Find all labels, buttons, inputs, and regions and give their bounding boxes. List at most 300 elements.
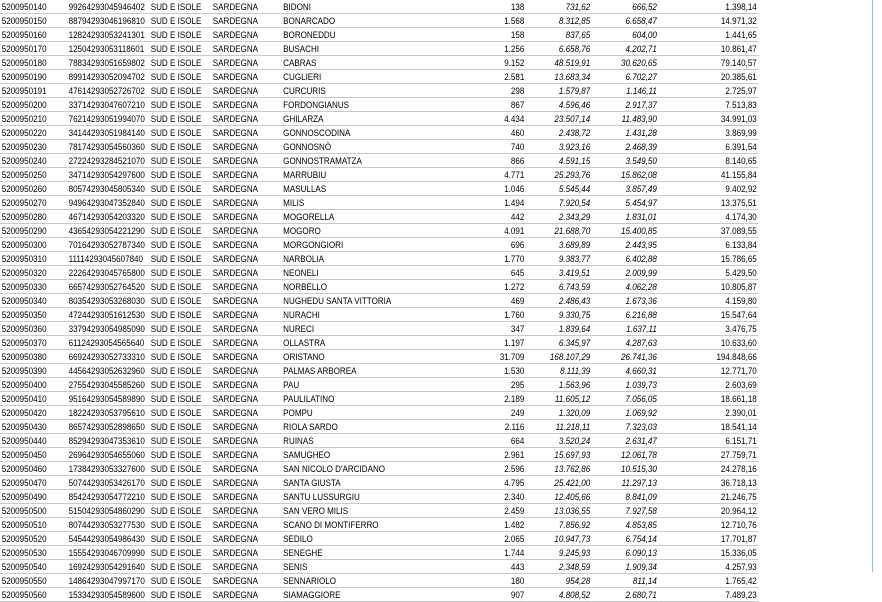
cell-total: 4.174,30 (659, 210, 759, 224)
cell-population: 1.744 (464, 546, 526, 560)
cell-code: 5200950140 (0, 0, 67, 14)
cell-total: 3.476,75 (659, 322, 759, 336)
cell-region: SARDEGNA (211, 266, 281, 280)
cell-value-b: 811,14 (592, 574, 659, 588)
cell-id: 15554293046709990 (67, 546, 149, 560)
cell-population: 347 (464, 322, 526, 336)
cell-value-a: 4.596,46 (526, 98, 592, 112)
cell-code: 5200950300 (0, 238, 67, 252)
cell-population: 180 (464, 574, 526, 588)
cell-town: SEDILO (281, 532, 464, 546)
cell-area: SUD E ISOLE (149, 224, 211, 238)
cell-population: 31.709 (464, 350, 526, 364)
cell-area: SUD E ISOLE (149, 476, 211, 490)
cell-id: 54544293054986430 (67, 532, 149, 546)
cell-region: SARDEGNA (211, 322, 281, 336)
cell-value-b: 7.056,05 (592, 392, 659, 406)
cell-total: 3.869,99 (659, 126, 759, 140)
cell-code: 5200950390 (0, 364, 67, 378)
cell-value-b: 1.831,01 (592, 210, 659, 224)
cell-value-a: 9.383,77 (526, 252, 592, 266)
cell-value-b: 26.741,36 (592, 350, 659, 364)
cell-value-b: 15.400,85 (592, 224, 659, 238)
cell-town: NURACHI (281, 308, 464, 322)
cell-population: 469 (464, 294, 526, 308)
cell-population: 4.795 (464, 476, 526, 490)
cell-area: SUD E ISOLE (149, 154, 211, 168)
cell-id: 85424293054772210 (67, 490, 149, 504)
cell-population: 2.596 (464, 462, 526, 476)
cell-population: 1.197 (464, 336, 526, 350)
cell-area: SUD E ISOLE (149, 84, 211, 98)
cell-code: 5200950460 (0, 462, 67, 476)
cell-area: SUD E ISOLE (149, 350, 211, 364)
cell-region: SARDEGNA (211, 476, 281, 490)
cell-town: BONARCADO (281, 14, 464, 28)
cell-population: 1.272 (464, 280, 526, 294)
table-row (0, 462, 759, 476)
cell-value-a: 6.345,97 (526, 336, 592, 350)
cell-id: 12504293053118601 (67, 42, 149, 56)
cell-region: SARDEGNA (211, 546, 281, 560)
cell-region: SARDEGNA (211, 252, 281, 266)
cell-total: 10.861,47 (659, 42, 759, 56)
cell-value-b: 8.841,09 (592, 490, 659, 504)
cell-area: SUD E ISOLE (149, 168, 211, 182)
table-row (0, 392, 759, 406)
cell-population: 4.434 (464, 112, 526, 126)
cell-town: FORDONGIANUS (281, 98, 464, 112)
cell-id: 34714293054297600 (67, 168, 149, 182)
cell-value-a: 2.438,72 (526, 126, 592, 140)
cell-id: 66924293052733310 (67, 350, 149, 364)
cell-region: SARDEGNA (211, 490, 281, 504)
cell-region: SARDEGNA (211, 98, 281, 112)
cell-total: 8.140,65 (659, 154, 759, 168)
cell-total: 7.513,83 (659, 98, 759, 112)
table-row (0, 434, 759, 448)
table-row (0, 210, 759, 224)
cell-value-a: 11.218,11 (526, 420, 592, 434)
cell-region: SARDEGNA (211, 140, 281, 154)
cell-value-b: 11.483,90 (592, 112, 659, 126)
cell-total: 12.771,70 (659, 364, 759, 378)
cell-area: SUD E ISOLE (149, 98, 211, 112)
cell-id: 12824293053241301 (67, 28, 149, 42)
cell-area: SUD E ISOLE (149, 210, 211, 224)
cell-area: SUD E ISOLE (149, 56, 211, 70)
cell-value-b: 7.927,58 (592, 504, 659, 518)
cell-id: 14864293047997170 (67, 574, 149, 588)
cell-code: 5200950350 (0, 308, 67, 322)
cell-area: SUD E ISOLE (149, 378, 211, 392)
cell-town: NURECI (281, 322, 464, 336)
cell-population: 9.152 (464, 56, 526, 70)
cell-code: 5200950190 (0, 70, 67, 84)
cell-code: 5200950430 (0, 420, 67, 434)
cell-id: 22264293045765800 (67, 266, 149, 280)
cell-region: SARDEGNA (211, 56, 281, 70)
cell-code: 5200950560 (0, 588, 67, 602)
cell-code: 5200950370 (0, 336, 67, 350)
cell-region: SARDEGNA (211, 308, 281, 322)
cell-code: 5200950550 (0, 574, 67, 588)
cell-id: 47244293051612530 (67, 308, 149, 322)
cell-total: 9.402,92 (659, 182, 759, 196)
cell-area: SUD E ISOLE (149, 28, 211, 42)
cell-region: SARDEGNA (211, 84, 281, 98)
cell-value-b: 2.917,37 (592, 98, 659, 112)
cell-value-a: 3.923,16 (526, 140, 592, 154)
cell-population: 158 (464, 28, 526, 42)
cell-total: 10.633,60 (659, 336, 759, 350)
cell-town: RUINAS (281, 434, 464, 448)
cell-total: 41.155,84 (659, 168, 759, 182)
cell-region: SARDEGNA (211, 0, 281, 14)
cell-population: 2.961 (464, 448, 526, 462)
cell-region: SARDEGNA (211, 336, 281, 350)
cell-value-a: 2.343,29 (526, 210, 592, 224)
cell-value-b: 2.009,99 (592, 266, 659, 280)
cell-value-b: 666,52 (592, 0, 659, 14)
cell-total: 27.759,71 (659, 448, 759, 462)
cell-population: 740 (464, 140, 526, 154)
cell-code: 5200950470 (0, 476, 67, 490)
cell-area: SUD E ISOLE (149, 308, 211, 322)
cell-value-b: 2.443,95 (592, 238, 659, 252)
cell-population: 645 (464, 266, 526, 280)
cell-id: 27224293284521070 (67, 154, 149, 168)
cell-value-a: 1.320,09 (526, 406, 592, 420)
cell-region: SARDEGNA (211, 434, 281, 448)
cell-population: 1.256 (464, 42, 526, 56)
cell-region: SARDEGNA (211, 196, 281, 210)
cell-code: 5200950210 (0, 112, 67, 126)
cell-value-a: 7.856,92 (526, 518, 592, 532)
cell-town: ORISTANO (281, 350, 464, 364)
cell-area: SUD E ISOLE (149, 294, 211, 308)
table-row (0, 294, 759, 308)
cell-value-b: 1.673,36 (592, 294, 659, 308)
cell-id: 88794293046196810 (67, 14, 149, 28)
cell-population: 2.581 (464, 70, 526, 84)
cell-code: 5200950290 (0, 224, 67, 238)
cell-code: 5200950450 (0, 448, 67, 462)
cell-area: SUD E ISOLE (149, 462, 211, 476)
cell-population: 866 (464, 154, 526, 168)
table-row (0, 238, 759, 252)
cell-value-a: 2.348,59 (526, 560, 592, 574)
cell-region: SARDEGNA (211, 378, 281, 392)
cell-area: SUD E ISOLE (149, 336, 211, 350)
cell-value-b: 2.680,71 (592, 588, 659, 602)
cell-region: SARDEGNA (211, 238, 281, 252)
table-row (0, 252, 759, 266)
cell-town: SAN NICOLO D'ARCIDANO (281, 462, 464, 476)
cell-population: 442 (464, 210, 526, 224)
cell-population: 1.530 (464, 364, 526, 378)
cell-population: 664 (464, 434, 526, 448)
table-row (0, 42, 759, 56)
cell-value-a: 1.579,87 (526, 84, 592, 98)
cell-town: NARBOLIA (281, 252, 464, 266)
table-row (0, 588, 759, 602)
cell-value-a: 8.111,39 (526, 364, 592, 378)
cell-id: 18224293053795610 (67, 406, 149, 420)
cell-town: MASULLAS (281, 182, 464, 196)
table-row (0, 112, 759, 126)
cell-value-a: 25.293,76 (526, 168, 592, 182)
cell-value-a: 168.107,29 (526, 350, 592, 364)
cell-region: SARDEGNA (211, 574, 281, 588)
cell-town: NORBELLO (281, 280, 464, 294)
cell-total: 18.661,18 (659, 392, 759, 406)
cell-area: SUD E ISOLE (149, 182, 211, 196)
cell-value-b: 4.660,31 (592, 364, 659, 378)
cell-region: SARDEGNA (211, 126, 281, 140)
table-row (0, 518, 759, 532)
cell-population: 1.482 (464, 518, 526, 532)
cell-total: 17.701,87 (659, 532, 759, 546)
cell-value-a: 25.421,00 (526, 476, 592, 490)
table-row (0, 378, 759, 392)
cell-value-a: 11.605,12 (526, 392, 592, 406)
cell-area: SUD E ISOLE (149, 238, 211, 252)
cell-value-a: 13.762,86 (526, 462, 592, 476)
cell-region: SARDEGNA (211, 294, 281, 308)
cell-total: 20.964,12 (659, 504, 759, 518)
cell-region: SARDEGNA (211, 112, 281, 126)
cell-id: 47614293052726702 (67, 84, 149, 98)
cell-region: SARDEGNA (211, 70, 281, 84)
cell-id: 44564293052632960 (67, 364, 149, 378)
cell-town: MILIS (281, 196, 464, 210)
table-row (0, 406, 759, 420)
cell-population: 2.340 (464, 490, 526, 504)
cell-area: SUD E ISOLE (149, 504, 211, 518)
cell-code: 5200950220 (0, 126, 67, 140)
cell-town: GONNOSTRAMATZA (281, 154, 464, 168)
cell-id: 89914293052094702 (67, 70, 149, 84)
cell-total: 10.805,87 (659, 280, 759, 294)
cell-code: 5200950400 (0, 378, 67, 392)
cell-code: 5200950170 (0, 42, 67, 56)
cell-value-b: 10.515,30 (592, 462, 659, 476)
cell-value-b: 1.909,34 (592, 560, 659, 574)
cell-code: 5200950420 (0, 406, 67, 420)
cell-value-b: 6.216,88 (592, 308, 659, 322)
cell-region: SARDEGNA (211, 588, 281, 602)
cell-code: 5200950540 (0, 560, 67, 574)
cell-value-a: 8.312,85 (526, 14, 592, 28)
cell-total: 37.089,55 (659, 224, 759, 238)
cell-region: SARDEGNA (211, 406, 281, 420)
cell-total: 6.133,84 (659, 238, 759, 252)
table-row (0, 308, 759, 322)
cell-region: SARDEGNA (211, 210, 281, 224)
cell-value-b: 3.549,50 (592, 154, 659, 168)
cell-area: SUD E ISOLE (149, 322, 211, 336)
cell-value-a: 3.520,24 (526, 434, 592, 448)
cell-id: 70164293052787340 (67, 238, 149, 252)
cell-value-a: 12.405,66 (526, 490, 592, 504)
cell-id: 50744293053426170 (67, 476, 149, 490)
cell-population: 1.494 (464, 196, 526, 210)
cell-area: SUD E ISOLE (149, 42, 211, 56)
cell-town: PAULILATINO (281, 392, 464, 406)
cell-area: SUD E ISOLE (149, 518, 211, 532)
cell-town: SIAMAGGIORE (281, 588, 464, 602)
cell-value-b: 30.620,65 (592, 56, 659, 70)
cell-value-a: 4.591,15 (526, 154, 592, 168)
cell-total: 1.398,14 (659, 0, 759, 14)
cell-total: 13.375,51 (659, 196, 759, 210)
cell-town: BUSACHI (281, 42, 464, 56)
cell-value-b: 4.287,63 (592, 336, 659, 350)
cell-total: 20.385,61 (659, 70, 759, 84)
cell-town: CURCURIS (281, 84, 464, 98)
cell-area: SUD E ISOLE (149, 406, 211, 420)
cell-value-a: 5.545,44 (526, 182, 592, 196)
cell-town: SCANO DI MONTIFERRO (281, 518, 464, 532)
cell-total: 1.441,65 (659, 28, 759, 42)
cell-code: 5200950520 (0, 532, 67, 546)
cell-town: SANTA GIUSTA (281, 476, 464, 490)
cell-id: 17384293053327600 (67, 462, 149, 476)
cell-id: 85294293047353610 (67, 434, 149, 448)
cell-value-b: 1.431,28 (592, 126, 659, 140)
cell-value-b: 604,00 (592, 28, 659, 42)
table-row (0, 84, 759, 98)
cell-town: GONNOSNÒ (281, 140, 464, 154)
cell-town: GHILARZA (281, 112, 464, 126)
table-row (0, 448, 759, 462)
cell-id: 26964293054655060 (67, 448, 149, 462)
table-row (0, 476, 759, 490)
cell-town: MARRUBIU (281, 168, 464, 182)
cell-population: 295 (464, 378, 526, 392)
cell-id: 27554293045585260 (67, 378, 149, 392)
cell-population: 1.770 (464, 252, 526, 266)
cell-town: CABRAS (281, 56, 464, 70)
cell-population: 443 (464, 560, 526, 574)
cell-id: 80744293053277530 (67, 518, 149, 532)
cell-area: SUD E ISOLE (149, 252, 211, 266)
cell-region: SARDEGNA (211, 14, 281, 28)
cell-code: 5200950150 (0, 14, 67, 28)
cell-population: 907 (464, 588, 526, 602)
cell-total: 4.159,80 (659, 294, 759, 308)
cell-population: 1.568 (464, 14, 526, 28)
cell-total: 6.151,71 (659, 434, 759, 448)
cell-value-a: 954,28 (526, 574, 592, 588)
cell-area: SUD E ISOLE (149, 532, 211, 546)
cell-town: SANTU LUSSURGIU (281, 490, 464, 504)
cell-value-a: 731,62 (526, 0, 592, 14)
cell-value-b: 6.090,13 (592, 546, 659, 560)
cell-area: SUD E ISOLE (149, 546, 211, 560)
cell-region: SARDEGNA (211, 154, 281, 168)
table-row (0, 574, 759, 588)
cell-code: 5200950440 (0, 434, 67, 448)
cell-id: 15334293054589600 (67, 588, 149, 602)
cell-value-a: 21.688,70 (526, 224, 592, 238)
cell-value-b: 15.862,08 (592, 168, 659, 182)
cell-area: SUD E ISOLE (149, 392, 211, 406)
cell-value-a: 13.036,55 (526, 504, 592, 518)
cell-value-a: 1.839,64 (526, 322, 592, 336)
cell-total: 34.991,03 (659, 112, 759, 126)
table-row (0, 196, 759, 210)
cell-id: 61124293054565640 (67, 336, 149, 350)
cell-code: 5200950160 (0, 28, 67, 42)
cell-population: 1.760 (464, 308, 526, 322)
cell-value-b: 3.857,49 (592, 182, 659, 196)
cell-population: 867 (464, 98, 526, 112)
table-row (0, 280, 759, 294)
cell-total: 194.848,66 (659, 350, 759, 364)
cell-code: 5200950510 (0, 518, 67, 532)
cell-area: SUD E ISOLE (149, 448, 211, 462)
cell-population: 249 (464, 406, 526, 420)
cell-id: 66574293052764520 (67, 280, 149, 294)
cell-area: SUD E ISOLE (149, 266, 211, 280)
table-row (0, 490, 759, 504)
cell-id: 94964293047352840 (67, 196, 149, 210)
cell-population: 4.771 (464, 168, 526, 182)
cell-town: GONNOSCODINA (281, 126, 464, 140)
cell-population: 298 (464, 84, 526, 98)
cell-value-b: 1.146,11 (592, 84, 659, 98)
cell-town: MOGORELLA (281, 210, 464, 224)
cell-code: 5200950180 (0, 56, 67, 70)
cell-town: BIDONI (281, 0, 464, 14)
cell-population: 138 (464, 0, 526, 14)
cell-total: 14.971,32 (659, 14, 759, 28)
cell-region: SARDEGNA (211, 224, 281, 238)
cell-total: 5.429,50 (659, 266, 759, 280)
cell-code: 5200950250 (0, 168, 67, 182)
cell-value-b: 12.061,78 (592, 448, 659, 462)
cell-region: SARDEGNA (211, 560, 281, 574)
cell-region: SARDEGNA (211, 518, 281, 532)
cell-total: 24.278,16 (659, 462, 759, 476)
table-row (0, 420, 759, 434)
table-row (0, 336, 759, 350)
cell-id: 95164293054589890 (67, 392, 149, 406)
cell-code: 5200950530 (0, 546, 67, 560)
cell-value-b: 6.754,14 (592, 532, 659, 546)
cell-town: POMPU (281, 406, 464, 420)
cell-total: 15.547,64 (659, 308, 759, 322)
cell-code: 5200950380 (0, 350, 67, 364)
cell-town: MORGONGIORI (281, 238, 464, 252)
cell-value-b: 6.658,47 (592, 14, 659, 28)
cell-region: SARDEGNA (211, 504, 281, 518)
cell-total: 6.391,54 (659, 140, 759, 154)
cell-id: 78174293054560360 (67, 140, 149, 154)
table-row (0, 28, 759, 42)
cell-value-a: 13.683,34 (526, 70, 592, 84)
table-row (0, 532, 759, 546)
cell-region: SARDEGNA (211, 448, 281, 462)
cell-value-b: 1.637,11 (592, 322, 659, 336)
cell-value-a: 48.519,91 (526, 56, 592, 70)
table-row (0, 98, 759, 112)
cell-total: 15.336,05 (659, 546, 759, 560)
cell-value-a: 2.486,43 (526, 294, 592, 308)
cell-value-a: 15.697,93 (526, 448, 592, 462)
